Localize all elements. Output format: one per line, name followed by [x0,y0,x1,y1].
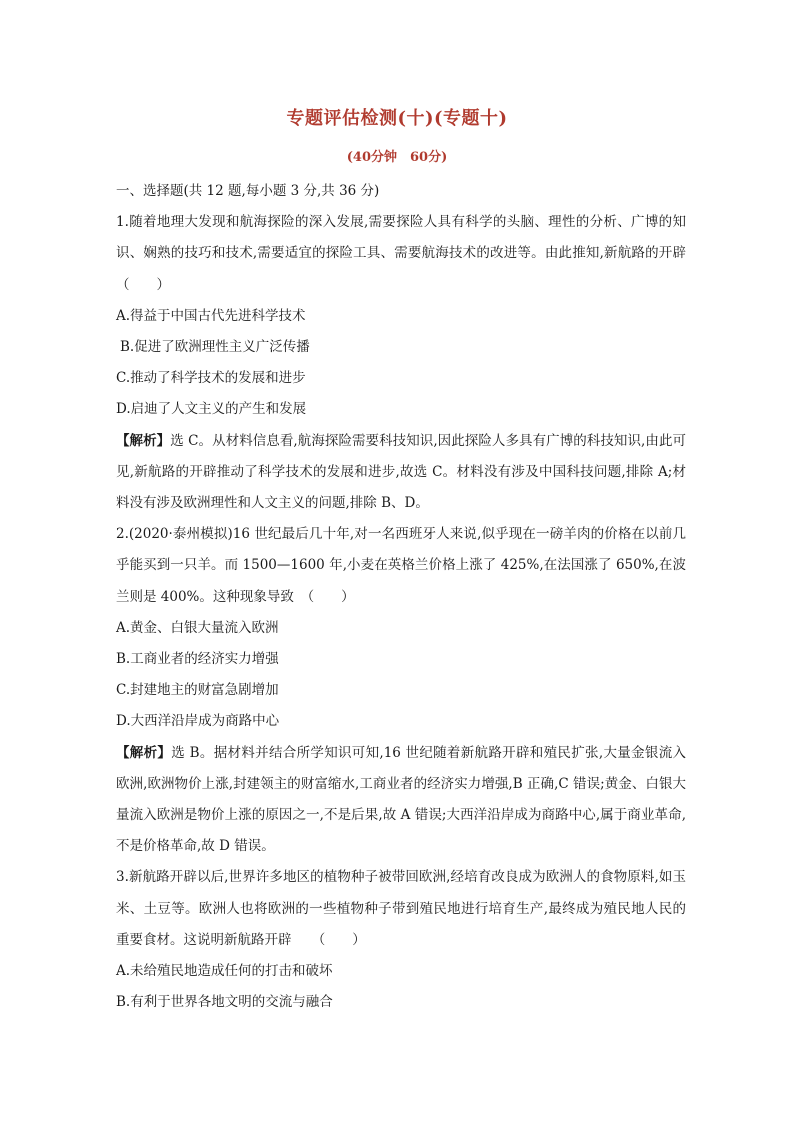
document-title: 专题评估检测(十)(专题十) [286,108,508,129]
analysis-text: 选 B。据材料并结合所学知识可知,16 世纪随着新航路开辟和殖民扩张,大量金银流入欧洲,欧洲物价上涨,封建领主的财富缩水,工商业者的经济实力增强,B 正确,C 错误;黄金、白银大量流入欧洲是物价上涨的原因之一,不是后果,故 A 错误;大西洋沿岸成为商路中心,属于商业革命,不是价格革命,故 D 错误。 [116,744,687,855]
option-c: C.封建地主的财富急剧增加 [116,682,279,699]
document-body [116,176,700,1018]
option-a: A.黄金、白银大量流入欧洲 [116,619,279,636]
analysis-text: 选 C。从材料信息看,航海探险需要科技知识,因此探险人多具有广博的科技知识,由此可见,新航路的开辟推动了科学技术的发展和进步,故选 C。材料没有涉及中国科技问题,排除 A;材料没有涉及欧洲理性和人文主义的问题,排除 B、D。 [116,432,687,512]
option-a: A.得益于中国古代先进科学技术 [116,307,306,324]
option-a: A.未给殖民地造成任何的打击和破坏 [116,963,333,980]
question-stem: 1.随着地理大发现和航海探险的深入发展,需要探险人具有科学的头脑、理性的分析、广博的知识、娴熟的技巧和技术,需要适宜的探险工具、需要航海技术的改进等。由此推知,新航路的开辟 （ ） [116,214,700,293]
question-stem: 3.新航路开辟以后,世界许多地区的植物种子被带回欧洲,经培育改良成为欧洲人的食物原料,如玉米、土豆等。欧洲人也将欧洲的一些植物种子带到殖民地进行培育生产,最终成为殖民地人民的重要食材。这说明新航路开辟 （ ） [116,869,686,948]
analysis-tag: 【解析】 [116,744,172,761]
question-stem: 2.(2020·泰州模拟)16 世纪最后几十年,对一名西班牙人来说,似乎现在一磅羊肉的价格在以前几乎能买到一只羊。而 1500—1600 年,小麦在英格兰价格上涨了 425%,在法国涨了 650%,在波兰则是 400%。这种现象导致 （ ） [116,526,686,605]
analysis-paragraph [116,426,686,520]
option-b: B.促进了欧洲理性主义广泛传播 [120,339,310,356]
option-b: B.工商业者的经济实力增强 [116,651,279,668]
option-c: C.推动了科学技术的发展和进步 [116,370,306,387]
document-subtitle: (40分钟 60分) [346,150,448,165]
section-heading: 一、选择题(共 12 题,每小题 3 分,共 36 分) [116,183,380,199]
option-d: D.大西洋沿岸成为商路中心 [116,713,280,730]
option-d: D.启迪了人文主义的产生和发展 [116,401,307,418]
option-b: B.有利于世界各地文明的交流与融合 [116,994,333,1011]
analysis-tag: 【解析】 [116,432,171,449]
analysis-paragraph [116,738,686,863]
